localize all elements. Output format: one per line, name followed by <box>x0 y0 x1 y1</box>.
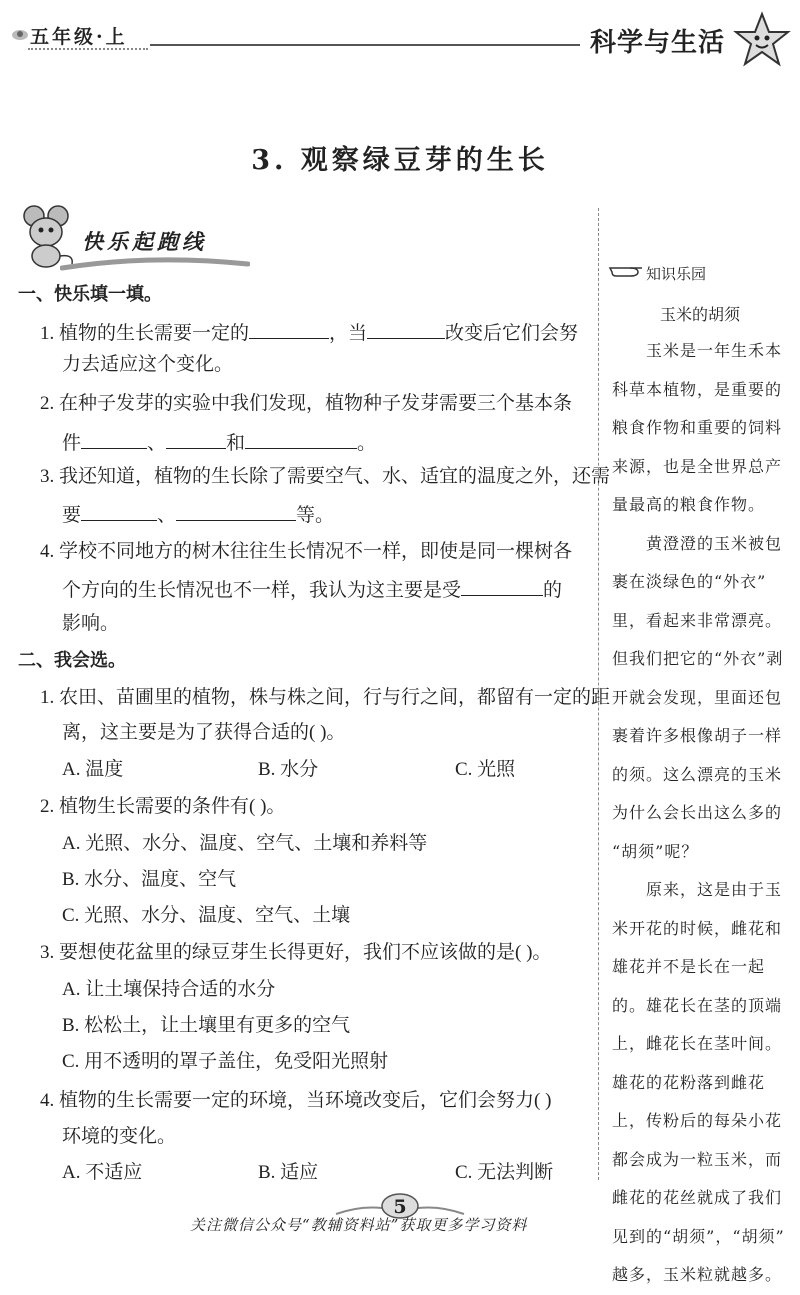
s1-q1-text-b: ，当 <box>329 323 368 344</box>
sidebar-line: 见到的“胡须”，“胡须” <box>612 1226 785 1246</box>
s1-q2-blank-2[interactable] <box>166 430 226 449</box>
s1-q2-blank-3[interactable] <box>245 430 357 449</box>
s1-q4-blank-1[interactable] <box>461 577 543 596</box>
s1-q2-text-c: 、 <box>147 433 167 454</box>
footer-notice: 关注微信公众号“教辅资料站”获取更多学习资料 <box>190 1216 528 1234</box>
pointing-hand-icon <box>608 260 644 286</box>
s2-q1-option-c[interactable]: C. 光照 <box>455 759 516 780</box>
s1-q4-text-d: 影响。 <box>62 613 120 634</box>
s2-q2-option-a[interactable]: A. 光照、水分、温度、空气、土壤和养料等 <box>62 833 428 854</box>
s2-q4-text-a: 4. 植物的生长需要一定的环境，当环境改变后，它们会努力( ) <box>40 1090 552 1111</box>
sidebar-line: 里，看起来非常漂亮。 <box>612 610 783 630</box>
sidebar-line: 量最高的粮食作物。 <box>612 495 766 514</box>
s1-q4-line2 <box>62 577 562 600</box>
sidebar-line: 都会成为一粒玉米，而 <box>612 1149 783 1169</box>
sidebar-divider <box>598 208 599 1180</box>
sidebar-line: 雄花并不是长在一起 <box>612 957 766 976</box>
header-flower-icon <box>10 26 30 46</box>
s1-q2-text-a: 2. 在种子发芽的实验中我们发现，植物种子发芽需要三个基本条 <box>40 393 573 414</box>
s2-q3-option-c[interactable]: C. 用不透明的罩子盖住，免受阳光照射 <box>62 1051 389 1072</box>
s1-q2-line2 <box>62 430 376 453</box>
s1-q4-text-c: 的 <box>543 580 563 601</box>
s1-q4-text-b: 个方向的生长情况也不一样，我认为这主要是受 <box>62 580 462 601</box>
s1-q1-text-c: 改变后它们会努 <box>445 323 579 344</box>
s1-q3-text-b: 要 <box>62 505 82 526</box>
sidebar-line: 但我们把它的“外衣”剥 <box>612 649 784 668</box>
s2-q3-text-a: 3. 要想使花盆里的绿豆芽生长得更好，我们不应该做的是( )。 <box>40 942 552 963</box>
grade-label: 五年级·上 <box>30 26 128 48</box>
sidebar-line: 裹在淡绿色的“外衣” <box>612 572 767 591</box>
sidebar-heading: 知识乐园 <box>646 265 707 283</box>
sidebar-line: 开就会发现，里面还包 <box>612 687 783 707</box>
s1-q1-blank-1[interactable] <box>249 320 329 339</box>
s2-q4-option-b[interactable]: B. 适应 <box>258 1162 319 1183</box>
sidebar-line: 上，雌花长在茎叶间。 <box>612 1034 783 1053</box>
s2-q1-option-b[interactable]: B. 水分 <box>258 759 319 780</box>
s1-q3-text-a: 3. 我还知道，植物的生长除了需要空气、水、适宜的温度之外，还需 <box>40 466 611 487</box>
section2-heading: 二、我会选。 <box>18 650 126 671</box>
s2-q4-text-b: 环境的变化。 <box>62 1126 177 1147</box>
sidebar-line: “胡须”呢？ <box>612 841 699 861</box>
s1-q3-text-d: 等。 <box>296 505 335 526</box>
sidebar-line: 上，传粉后的每朵小花 <box>612 1111 783 1130</box>
sidebar-line: 科草本植物，是重要的 <box>612 379 783 399</box>
brand-title: 科学与生活 <box>590 28 726 58</box>
s2-q2-text-a: 2. 植物生长需要的条件有( )。 <box>40 796 286 817</box>
sidebar-line: 的。雄花长在茎的顶端 <box>612 995 783 1015</box>
s1-q2-blank-1[interactable] <box>81 430 147 449</box>
s1-q2-text-d: 和 <box>226 433 246 454</box>
sidebar-line: 的须。这么漂亮的玉米 <box>612 764 783 784</box>
sidebar-line: 黄澄澄的玉米被包 <box>612 533 783 553</box>
header-divider-dots <box>28 48 148 50</box>
s1-q1-line1 <box>40 320 578 343</box>
s2-q2-option-b[interactable]: B. 水分、温度、空气 <box>62 869 237 890</box>
sidebar-line: 为什么会长出这么多的 <box>612 803 783 822</box>
s2-q3-option-a[interactable]: A. 让土壤保持合适的水分 <box>62 979 276 1000</box>
sidebar-line: 米开花的时候，雌花和 <box>612 918 783 938</box>
s1-q3-blank-2[interactable] <box>176 502 296 521</box>
sidebar-line: 来源，也是全世界总产 <box>612 456 783 476</box>
s2-q1-option-a[interactable]: A. 温度 <box>62 759 124 780</box>
s1-q2-text-e: 。 <box>357 433 377 454</box>
star-mascot-icon <box>732 10 792 74</box>
sidebar-line: 原来，这是由于玉 <box>612 880 783 899</box>
section1-heading: 一、快乐填一填。 <box>18 284 162 305</box>
banner-swoosh <box>60 250 250 278</box>
s2-q3-option-b[interactable]: B. 松松土，让土壤里有更多的空气 <box>62 1015 351 1036</box>
s1-q3-line2 <box>62 502 334 525</box>
s2-q1-text-a: 1. 农田、苗圃里的植物，株与株之间，行与行之间，都留有一定的距 <box>40 687 611 708</box>
s1-q1-text-a: 1. 植物的生长需要一定的 <box>40 323 250 344</box>
s2-q2-option-c[interactable]: C. 光照、水分、温度、空气、土壤 <box>62 905 351 926</box>
sidebar-article-title: 玉米的胡须 <box>659 305 740 324</box>
sidebar-line: 越多，玉米粒就越多。 <box>612 1265 783 1284</box>
sidebar-line: 雄花的花粉落到雌花 <box>612 1072 766 1092</box>
sidebar-line: 粮食作物和重要的饲料 <box>612 418 783 437</box>
s2-q4-option-a[interactable]: A. 不适应 <box>62 1162 143 1183</box>
s1-q1-blank-2[interactable] <box>367 320 445 339</box>
s2-q4-option-c[interactable]: C. 无法判断 <box>455 1162 554 1183</box>
header-divider <box>150 44 580 46</box>
page-number: 5 <box>393 1196 407 1218</box>
s1-q3-blank-1[interactable] <box>81 502 157 521</box>
page-title: 3. 观察绿豆芽的生长 <box>251 145 549 176</box>
sidebar-line: 玉米是一年生禾本 <box>612 341 783 360</box>
sidebar-article <box>612 332 788 1295</box>
s2-q1-text-b: 离，这主要是为了获得合适的( )。 <box>62 722 346 743</box>
s1-q3-text-c: 、 <box>157 505 177 526</box>
s1-q2-text-b: 件 <box>62 433 82 454</box>
s1-q1-text-d: 力去适应这个变化。 <box>62 354 234 375</box>
section-banner: 快乐起跑线 <box>82 230 207 254</box>
sidebar-line: 雌花的花丝就成了我们 <box>612 1188 783 1207</box>
sidebar-line: 裹着许多根像胡子一样 <box>612 726 783 745</box>
s1-q4-text-a: 4. 学校不同地方的树木往往生长情况不一样，即使是同一棵树各 <box>40 541 573 562</box>
